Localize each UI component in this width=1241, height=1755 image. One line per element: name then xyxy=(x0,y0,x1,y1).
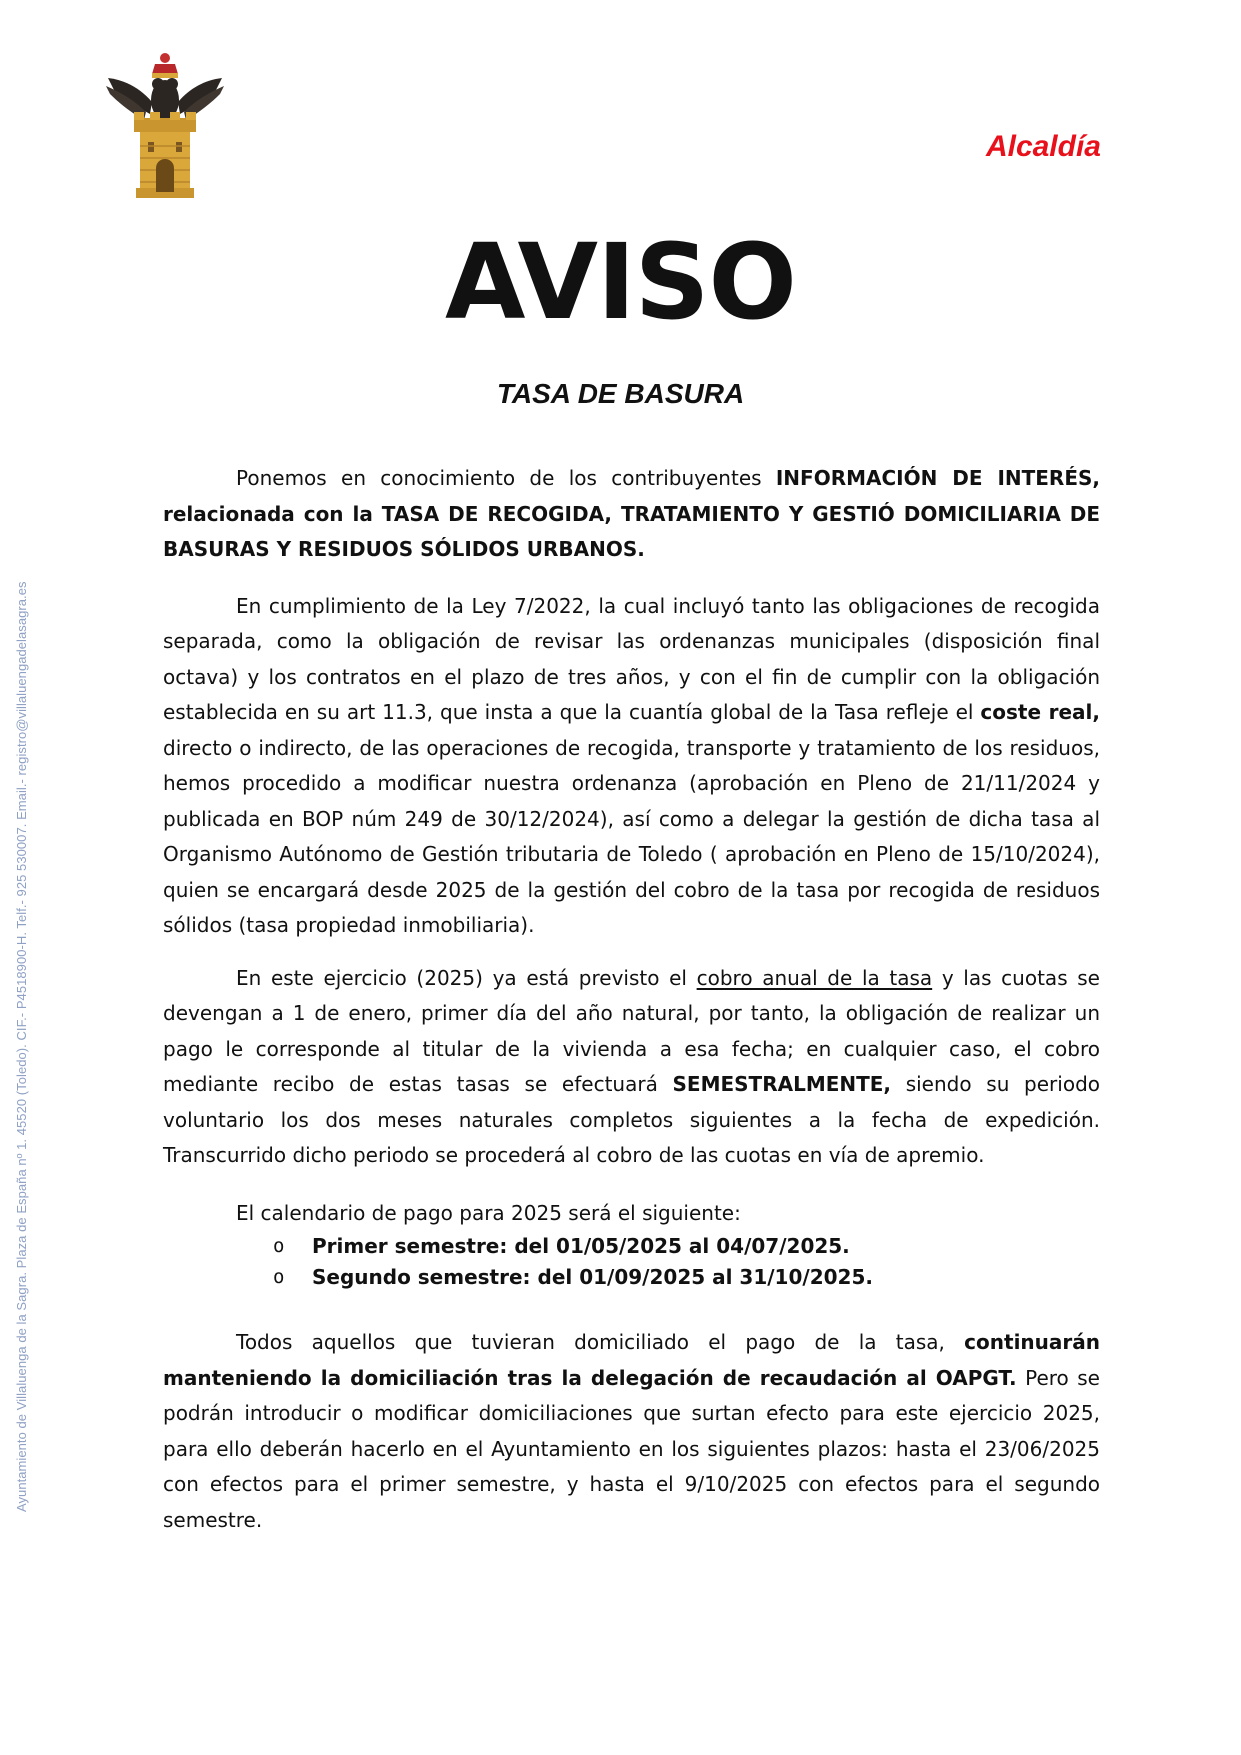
law-bold: coste real, xyxy=(980,700,1100,724)
billing-text-3: siendo su periodo voluntario los dos meses naturales completos siguientes a la fecha de expedición. Transcurrido dicho periodo se procederá al cobro de las cuotas en vía de apremio. xyxy=(163,1072,1101,1167)
debit-text-1: Todos aquellos que tuvieran domiciliado el pago de la tasa, xyxy=(236,1330,965,1354)
municipal-crest-icon xyxy=(100,50,230,205)
page-title: AVISO xyxy=(445,221,796,343)
debit-text-2: Pero se podrán introducir o modificar domiciliaciones que surtan efecto para este ejercicio 2025, para ello deberán hacerlo en el Ayuntamiento en los siguientes plazos: hasta el 23/06/2025 con efectos para el primer semestre, y hasta el 9/10/2025 con efectos para el segundo semestre. xyxy=(163,1365,1100,1532)
sidebar-address: Ayuntamiento de Villaluenga de la Sagra. Plaza de España nº 1. 45520 (Toledo). CIF.- P4518900-H. Telf.- 925 530007. Email.- registro@villaluengadelasagra.es xyxy=(14,581,29,1512)
calendar-list xyxy=(163,1231,1100,1293)
billing-text-2: y las cuotas se devengan a 1 de enero, primer día del año natural, por tanto, la obligación de realizar un pago le corresponde al titular de la vivienda a esa fecha; en cualquier caso, el cobro mediante recibo de estas tasas se efectuará xyxy=(163,965,1100,1096)
billing-underline: cobro anual de la tasa xyxy=(696,965,933,990)
page-subtitle: TASA DE BASURA xyxy=(496,378,745,409)
law-paragraph xyxy=(163,589,1100,944)
list-item xyxy=(163,1231,1100,1262)
document-body xyxy=(163,461,1100,1538)
billing-paragraph xyxy=(163,961,1100,1174)
direct-debit-paragraph xyxy=(163,1325,1100,1538)
intro-bold: INFORMACIÓN DE INTERÉS, relacionada con la TASA DE RECOGIDA, TRATAMIENTO Y GESTIÓ DOMICILIARIA DE BASURAS Y RESIDUOS SÓLIDOS URBANOS. xyxy=(163,466,1100,561)
intro-text: Ponemos en conocimiento de los contribuyentes xyxy=(236,466,776,490)
billing-text-1: En este ejercicio (2025) ya está previsto el xyxy=(236,965,697,990)
law-text-2: directo o indirecto, de las operaciones de recogida, transporte y tratamiento de los residuos, hemos procedido a modificar nuestra ordenanza (aprobación en Pleno de 21/11/2024 y publicada en BOP núm 249 de 30/12/2024), así como a delegar la gestión de dicha tasa al Organismo Autónomo de Gestión tributaria de Toledo ( aprobación en Pleno de 15/10/2024), quien se encargará desde 2025 de la gestión del cobro de la tasa por recogida de residuos sólidos (tasa propiedad inmobiliaria). xyxy=(163,735,1100,937)
law-text-1: En cumplimiento de la Ley 7/2022, la cual incluyó tanto las obligaciones de recogida separada, como la obligación de revisar las ordenanzas municipales (disposición final octava) y los contratos en el plazo de tres años, y con el fin de cumplir con la obligación establecida en su art 11.3, que insta a que la cuantía global de la Tasa refleje el xyxy=(163,593,1100,724)
bullet-icon: o xyxy=(273,1266,285,1288)
billing-bold: SEMESTRALMENTE, xyxy=(672,1072,892,1096)
calendar-item-text: Segundo semestre: del 01/09/2025 al 31/10/2025. xyxy=(312,1265,873,1289)
calendar-intro: El calendario de pago para 2025 será el siguiente: xyxy=(236,1200,741,1225)
calendar-item-text: Primer semestre: del 01/05/2025 al 04/07/2025. xyxy=(312,1234,850,1258)
debit-bold: continuarán manteniendo la domiciliación tras la delegación de recaudación al OAPGT. xyxy=(163,1330,1100,1390)
bullet-icon: o xyxy=(273,1235,285,1257)
list-item xyxy=(163,1262,1100,1293)
department-label: Alcaldía xyxy=(985,130,1101,163)
intro-paragraph xyxy=(163,461,1100,568)
